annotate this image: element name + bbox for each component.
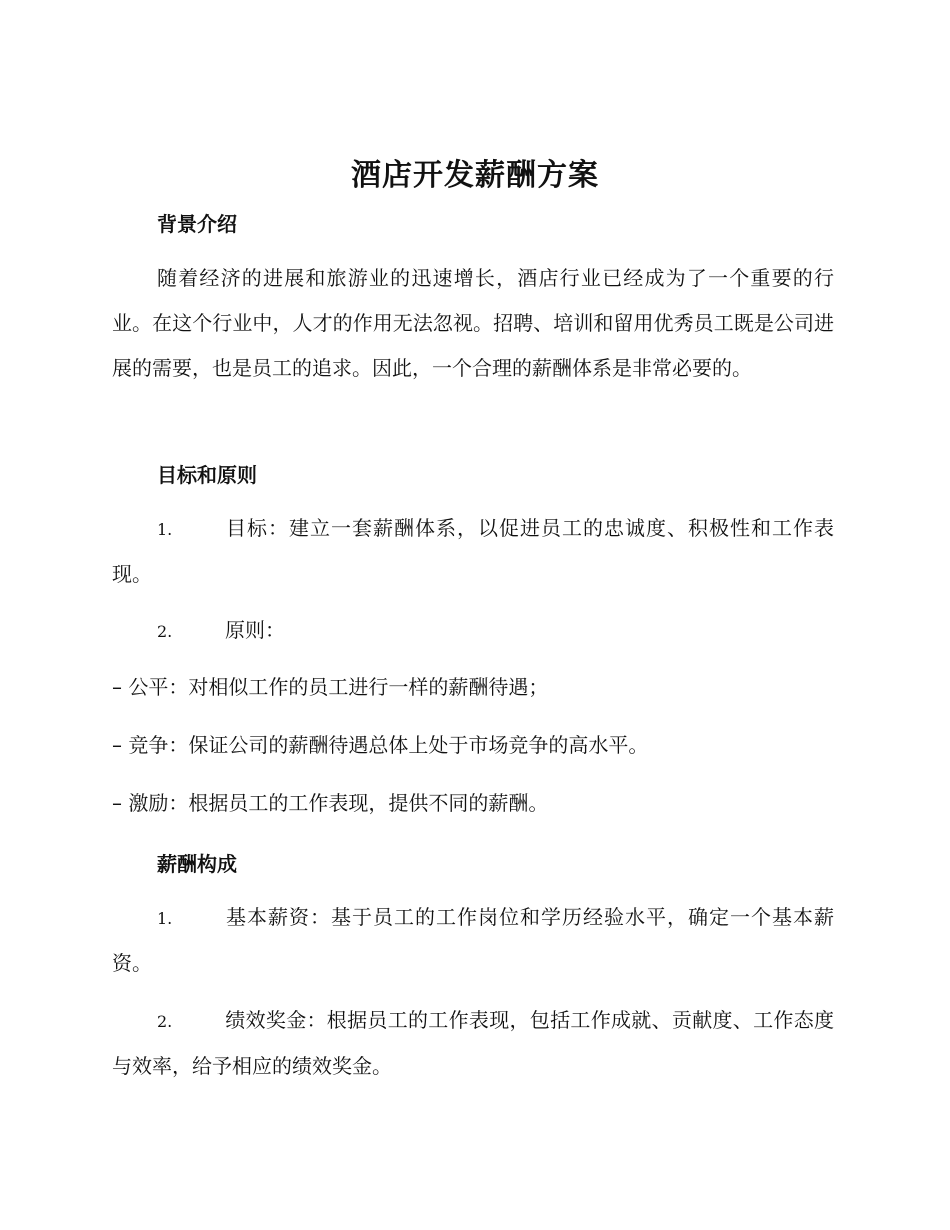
section-heading-background: 背景介绍 [157,212,237,236]
section-heading-structure: 薪酬构成 [157,852,237,876]
principle-fairness: – 公平：对相似工作的员工进行一样的薪酬待遇； [112,675,549,699]
document-title: 酒店开发薪酬方案 [351,158,599,193]
list-item-text: 原则： [225,618,285,642]
list-item-text: 基本薪资：基于员工的工作岗位和学历经验水平，确定一个基本薪资。 [112,905,834,975]
list-number: 2. [157,1012,173,1031]
list-number: 1. [157,520,173,539]
list-number: 2. [157,622,173,641]
section-heading-goals: 目标和原则 [157,463,257,487]
structure-item [112,998,834,1089]
principle-incentive: – 激励：根据员工的工作表现，提供不同的薪酬。 [112,791,549,815]
principle-competition: – 竞争：保证公司的薪酬待遇总体上处于市场竞争的高水平。 [112,733,649,757]
principle-item [112,608,834,654]
background-paragraph: 随着经济的进展和旅游业的迅速增长，酒店行业已经成为了一个重要的行业。在这个行业中，人才的作用无法忽视。招聘、培训和留用优秀员工既是公司进展的需要，也是员工的追求。因此，一个合理的薪酬体系是非常必要的。 [112,266,834,380]
goal-item [112,506,834,597]
list-item-text: 绩效奖金：根据员工的工作表现，包括工作成就、贡献度、工作态度与效率，给予相应的绩效奖金。 [112,1008,834,1078]
structure-item [112,895,834,986]
list-item-text: 目标：建立一套薪酬体系，以促进员工的忠诚度、积极性和工作表现。 [112,516,834,586]
list-number: 1. [157,909,173,928]
